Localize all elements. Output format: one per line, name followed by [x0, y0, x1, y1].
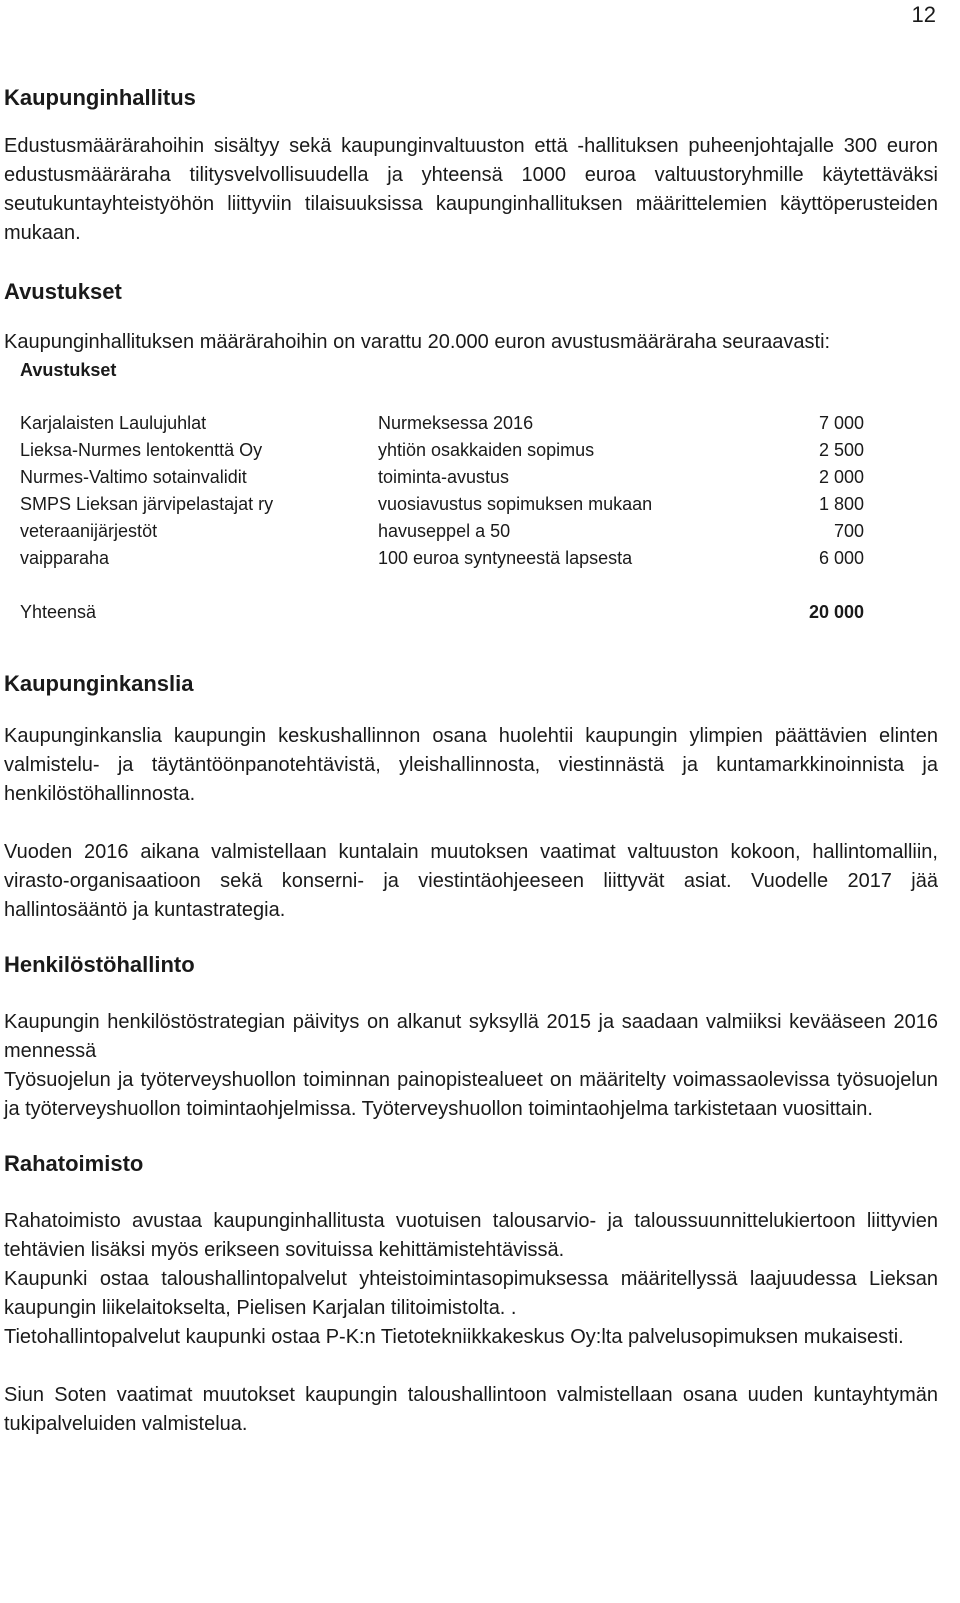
- grants-table-row: [20, 410, 864, 437]
- paragraph-tyosuojelu: Työsuojelun ja työterveyshuollon toiminnan painopistealueet on määritelty voimassaolevissa työsuojelun ja työterveyshuollon toimintaohjelmissa. Työterveyshuollon toimintaohjelma tarkistetaan vuosittain.: [4, 1069, 938, 1120]
- grants-total-value: 20 000: [808, 602, 864, 622]
- heading-rahatoimisto: Rahatoimisto: [4, 1151, 144, 1176]
- paragraph-kanslia-tehtavat: Kaupunginkanslia kaupungin keskushallinnon osana huolehtii kaupungin ylimpien päättävien elinten valmistelu- ja täytäntöönpanotehtävistä, yleishallinnosta, viestinnästä ja kuntamarkkinoinnista ja henkilöstöhallinnosta.: [4, 725, 938, 805]
- grants-table-row: [20, 491, 864, 518]
- page-content: [4, 84, 938, 1439]
- paragraph-edustusmaararahat: Edustusmäärärahoihin sisältyy sekä kaupunginvaltuuston että -hallituksen puheenjohtajalle 300 euron edustusmääräraha tilitysvelvollisuudella ja yhteensä 1000 euroa valtuustoryhmille käytettäväksi seutukuntayhteistyöhön liittyviin tilaisuuksissa kaupunginhallituksen määrittelemien käyttöperusteiden mukaan.: [4, 135, 938, 244]
- paragraph-kanslia-2016: Vuoden 2016 aikana valmistellaan kuntalain muutoksen vaatimat valtuuston kokoon, hallintomalliin, virasto-organisaatioon sekä konserni- ja viestintäohjeeseen liittyvät asiat. Vuodelle 2017 jää hallintosääntö ja kuntastrategia.: [4, 841, 938, 921]
- paragraph-rahatoimisto-2: Kaupunki ostaa taloushallintopalvelut yhteistoimintasopimuksessa määritellyssä laajuudessa Lieksan kaupungin liikelaitokselta, Pielisen Karjalan tilitoimistolta. .: [4, 1268, 938, 1319]
- grant-name: Karjalaisten Laulujuhlat: [20, 413, 207, 433]
- grants-total-label: Yhteensä: [20, 602, 97, 622]
- grant-amount: 700: [833, 521, 864, 541]
- paragraph-henkilostostrategia: Kaupungin henkilöstöstrategian päivitys on alkanut syksyllä 2015 ja saadaan valmiiksi kevääseen 2016 mennessä: [4, 1011, 938, 1062]
- grants-table-row: [20, 518, 864, 545]
- paragraph-rahatoimisto-3: Tietohallintopalvelut kaupunki ostaa P-K:n Tietotekniikkakeskus Oy:lta palvelusopimuksen mukaisesti.: [4, 1326, 904, 1348]
- grant-amount: 2 000: [818, 467, 864, 487]
- grant-amount: 2 500: [818, 440, 864, 460]
- grant-description: 100 euroa syntyneestä lapsesta: [378, 548, 633, 568]
- grants-table: [20, 357, 864, 626]
- grants-table-title: Avustukset: [20, 360, 117, 380]
- heading-kaupunginhallitus: Kaupunginhallitus: [4, 85, 196, 110]
- grant-name: Lieksa-Nurmes lentokenttä Oy: [20, 440, 263, 460]
- grant-amount: 1 800: [818, 494, 864, 514]
- grants-table-row: [20, 464, 864, 491]
- paragraph-rahatoimisto-1: Rahatoimisto avustaa kaupunginhallitusta vuotuisen talousarvio- ja taloussuunnittelukiertoon liittyvien tehtävien lisäksi myös erikseen sovituissa kehittämistehtävissä.: [4, 1210, 938, 1261]
- paragraph-siun-sote: Siun Soten vaatimat muutokset kaupungin taloushallintoon valmistellaan osana uuden kuntayhtymän tukipalveluiden valmistelua.: [4, 1384, 938, 1435]
- grant-description: toiminta-avustus: [378, 467, 510, 487]
- grants-total-row: [20, 599, 864, 626]
- grants-table-row: [20, 545, 864, 572]
- grant-description: havuseppel a 50: [378, 521, 511, 541]
- grant-amount: 6 000: [818, 548, 864, 568]
- grant-description: yhtiön osakkaiden sopimus: [378, 440, 595, 460]
- grant-description: Nurmeksessa 2016: [378, 413, 534, 433]
- page-number: 12: [911, 2, 936, 27]
- heading-henkilostohallinto: Henkilöstöhallinto: [4, 952, 195, 977]
- heading-avustukset: Avustukset: [4, 279, 122, 304]
- grant-amount: 7 000: [818, 413, 864, 433]
- grants-table-rows: [20, 410, 864, 572]
- grants-table-row: [20, 437, 864, 464]
- grant-name: vaipparaha: [20, 548, 110, 568]
- grant-name: veteraanijärjestöt: [20, 521, 158, 541]
- paragraph-avustusmaararaha: Kaupunginhallituksen määrärahoihin on varattu 20.000 euron avustusmääräraha seuraavasti:: [4, 331, 831, 353]
- grant-name: Nurmes-Valtimo sotainvalidit: [20, 467, 247, 487]
- grant-description: vuosiavustus sopimuksen mukaan: [378, 494, 653, 514]
- heading-kaupunginkanslia: Kaupunginkanslia: [4, 671, 194, 696]
- grant-name: SMPS Lieksan järvipelastajat ry: [20, 494, 274, 514]
